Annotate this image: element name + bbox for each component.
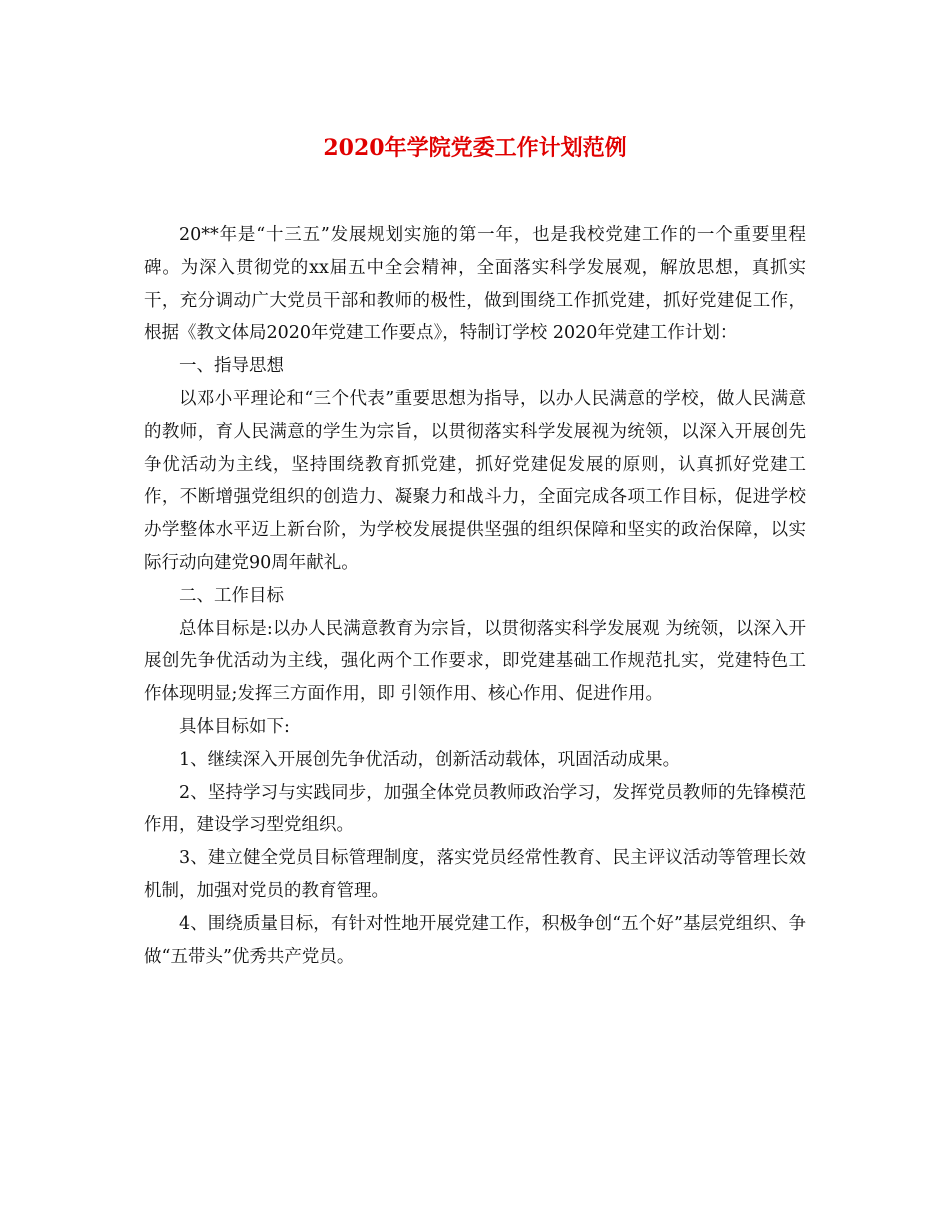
heading-guiding-ideology: 一、指导思想 xyxy=(179,356,284,377)
list-item-goal-3: 3、建立健全党员目标管理制度，落实党员经常性教育、民主评议活动等管理长效机制，加强对党员的教育管理。 xyxy=(144,848,806,901)
paragraph-guiding-ideology: 以邓小平理论和“三个代表”重要思想为指导，以办人民满意的学校，做人民满意的教师，育人民满意的学生为宗旨，以贯彻落实科学发展视为统领，以深入开展创先争优活动为主线，坚持围绕教育抓党建，抓好党建促发展的原则，认真抓好党建工作，不断增强党组织的创造力、凝聚力和战斗力，全面完成各项工作目标，促进学校办学整体水平迈上新台阶，为学校发展提供坚强的组织保障和坚实的政治保障，以实际行动向建党90周年献礼。 xyxy=(144,388,806,573)
list-item-goal-2: 2、坚持学习与实践同步，加强全体党员教师政治学习，发挥党员教师的先锋模范作用，建设学习型党组织。 xyxy=(144,782,806,836)
document-body xyxy=(144,219,806,973)
list-item-goal-1: 1、继续深入开展创先争优活动，创新活动载体，巩固活动成果。 xyxy=(179,749,681,770)
paragraph-intro: 20**年是“十三五”发展规划实施的第一年，也是我校党建工作的一个重要里程碑。为深入贯彻党的xx届五中全会精神，全面落实科学发展观，解放思想，真抓实干，充分调动广大党员干部和教师的极性，做到围绕工作抓党建，抓好党建促工作，根据《教文体局2020年党建工作要点》，特制订学校 2020年党建工作计划： xyxy=(144,225,806,344)
document-title: 2020年学院党委工作计划范例 xyxy=(323,135,627,161)
paragraph-specific-goals-intro: 具体目标如下: xyxy=(179,716,290,737)
paragraph-overall-goal: 总体目标是:以办人民满意教育为宗旨，以贯彻落实科学发展观 为统领，以深入开展创先争优活动为主线，强化两个工作要求，即党建基础工作规范扎实，党建特色工作体现明显;发挥三方面作用，即 引领作用、核心作用、促进作用。 xyxy=(144,618,806,705)
list-item-goal-4: 4、围绕质量目标，有针对性地开展党建工作，积极争创“五个好”基层党组织、争做“五带头”优秀共产党员。 xyxy=(144,913,806,967)
heading-work-goals: 二、工作目标 xyxy=(179,585,284,606)
